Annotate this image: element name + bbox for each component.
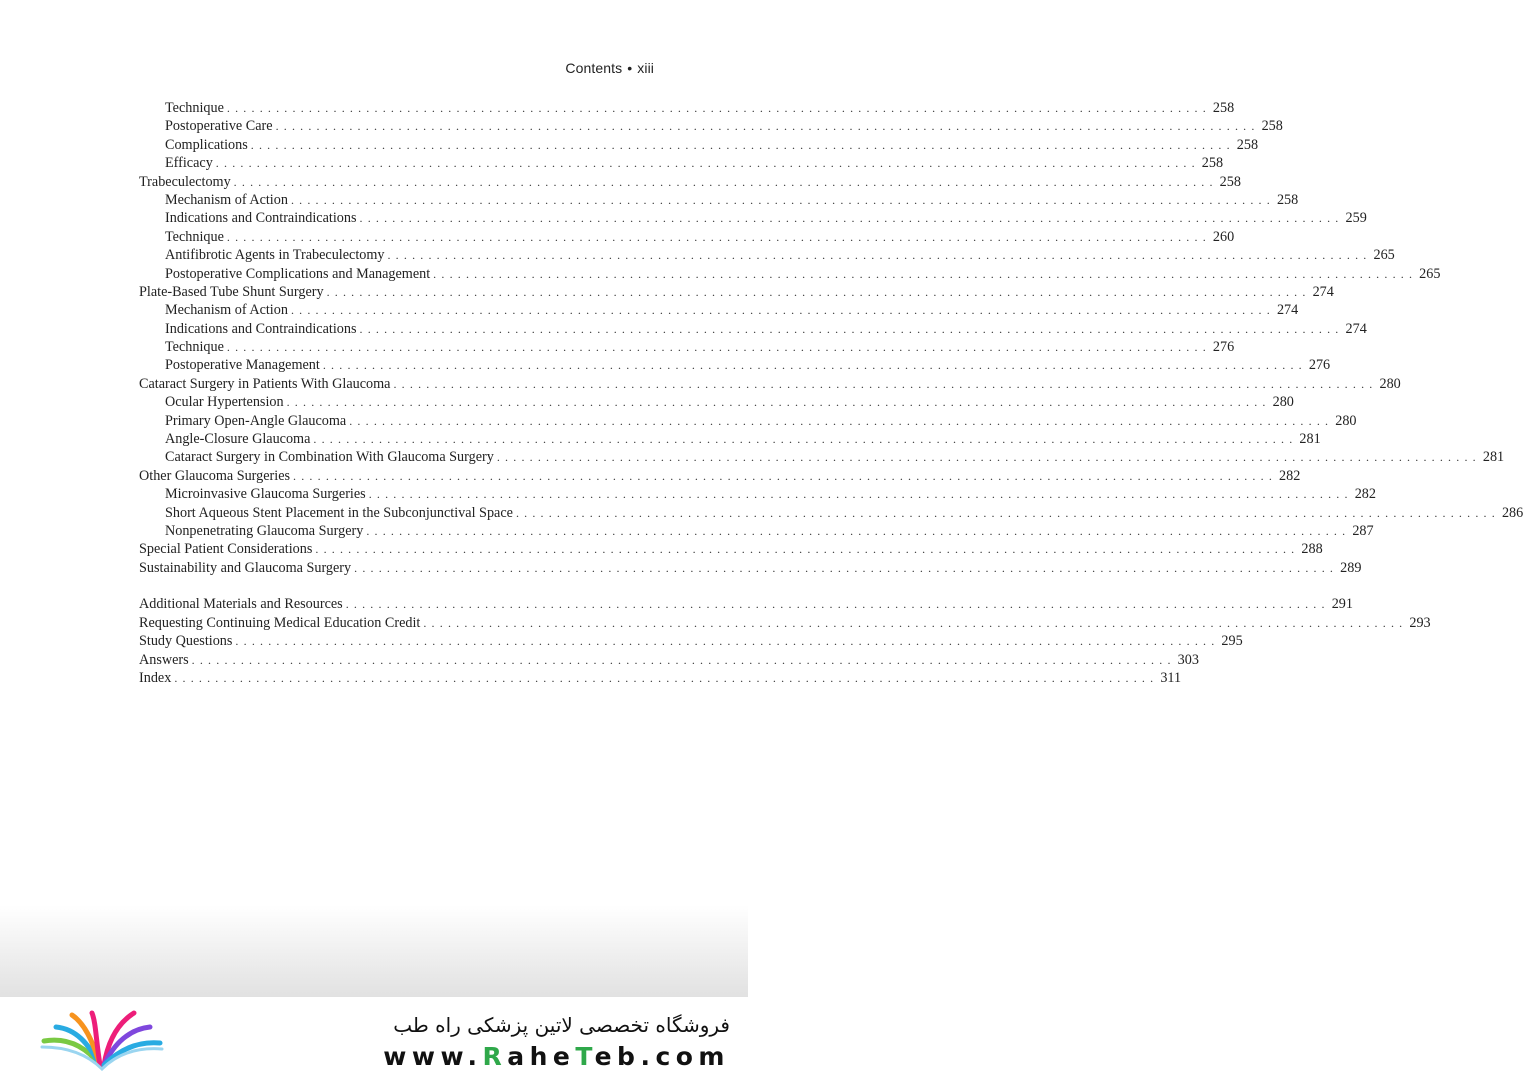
toc-entry-title: Trabeculectomy [139,173,231,190]
toc-entry [139,614,1431,632]
toc-entry [139,559,1362,577]
toc-dot-leader: ........................................................................................................................ [286,395,1271,410]
toc-entry [139,522,1374,540]
shop-name: فروشگاه تخصصی لاتین پزشکی راه طب [393,1013,730,1037]
toc-entry-title: Cataract Surgery in Combination With Glaucoma Surgery [165,449,494,466]
toc-entry [139,412,1357,430]
toc-dot-leader: ........................................................................................................................ [423,615,1408,630]
toc-entry-page: 280 [1272,394,1294,411]
toc-entry-page: 265 [1419,265,1441,282]
toc-dot-leader: ........................................................................................................................ [290,303,1275,318]
toc-dot-leader: ........................................................................................................................ [368,487,1353,502]
toc-dot-leader: ........................................................................................................................ [174,670,1159,685]
toc-entry-title: Angle-Closure Glaucoma [165,431,311,448]
toc-dot-leader: ........................................................................................................................ [322,358,1307,373]
shop-url-accent: R [482,1042,508,1071]
toc-entry-title: Technique [165,228,224,245]
toc-entry [139,430,1321,448]
toc-entry [139,467,1301,485]
toc-dot-leader: ........................................................................................................................ [215,156,1200,171]
toc-entry [139,448,1505,466]
toc-dot-leader: ........................................................................................................................ [496,450,1481,465]
toc-entry [139,173,1241,191]
toc-entry [139,99,1235,117]
toc-dot-leader: ........................................................................................................................ [315,542,1300,557]
toc-dot-leader: ........................................................................................................................ [359,321,1344,336]
toc-entry-page: 276 [1308,357,1331,374]
shop-url-part: www. [383,1042,483,1071]
toc-entry-page: 258 [1212,100,1235,116]
toc-entry-title: Nonpenetrating Glaucoma Surgery [165,522,364,539]
toc-entry-page: 265 [1373,247,1395,264]
toc-entry-page: 276 [1212,339,1235,356]
toc-entry [139,320,1367,338]
toc-entry [139,669,1182,687]
toc-entry-title: Postoperative Complications and Management [165,265,431,282]
toc-entry-title: Other Glaucoma Surgeries [139,467,291,484]
toc-entry-title: Postoperative Care [165,118,273,135]
toc-dot-leader: ........................................................................................................................ [515,505,1500,520]
toc-entry [139,632,1243,650]
toc-dot-leader: ........................................................................................................................ [354,560,1339,575]
toc-dot-leader: ........................................................................................................................ [313,432,1298,447]
toc-entry-page: 303 [1177,651,1199,668]
toc-entry [139,283,1334,301]
toc-entry [139,301,1299,319]
toc-entry-title: Additional Materials and Resources [139,596,343,613]
toc-entry-title: Indications and Contraindications [165,210,357,227]
toc-entry-title: Answers [139,651,189,668]
toc-entry [139,356,1331,374]
toc-entry [139,228,1235,246]
toc-entry-page: 311 [1160,669,1182,686]
toc-entry-page: 259 [1345,210,1367,227]
shop-url-part: eb.com [594,1042,730,1071]
toc-entry-page: 258 [1201,155,1224,172]
toc-entry-page: 281 [1482,449,1505,466]
toc-entry [139,375,1401,393]
toc-entry-page: 282 [1354,486,1376,503]
toc-entry-title: Indications and Contraindications [165,320,357,337]
toc-entry [139,191,1299,209]
toc-dot-leader: ........................................................................................................................ [387,248,1372,263]
toc-dot-leader: ........................................................................................................................ [226,340,1211,355]
toc-entry-page: 274 [1312,283,1334,300]
toc-entry-page: 258 [1219,173,1241,190]
toc-entry-page: 274 [1276,302,1299,319]
toc-entry [139,540,1323,558]
toc-dot-leader: ........................................................................................................................ [433,266,1418,281]
page-shadow [0,905,748,997]
toc-dot-leader: ........................................................................................................................ [226,229,1211,244]
toc-entry-page: 280 [1379,375,1401,392]
toc-entry-title: Special Patient Considerations [139,541,313,558]
toc-dot-leader: ........................................................................................................................ [275,119,1260,134]
toc-entry-title: Cataract Surgery in Patients With Glaucoma [139,375,391,392]
toc-entry [139,117,1283,135]
toc-entry-page: 281 [1299,431,1321,448]
toc-entry-page: 258 [1276,191,1299,208]
open-book-rainbow-logo [38,1007,166,1071]
toc-entry [139,154,1224,172]
toc-entry [139,393,1294,411]
header-section-title: Contents [565,60,623,76]
toc-entry-title: Primary Open-Angle Glaucoma [165,412,347,429]
toc-entry-page: 258 [1261,118,1283,135]
toc-entry [139,136,1259,154]
toc-entry-page: 293 [1409,614,1431,631]
toc-entry [139,595,1353,613]
toc-entry-title: Index [139,669,172,686]
toc-dot-leader: ........................................................................................................................ [349,413,1334,428]
toc-entry [139,485,1376,503]
toc-dot-leader: ........................................................................................................................ [233,174,1218,189]
toc-entry [139,246,1395,264]
toc-entry-title: Postoperative Management [165,357,320,374]
toc-entry-page: 260 [1212,228,1235,245]
toc-entry-page: 289 [1340,559,1362,576]
toc-entry [139,265,1441,283]
toc-dot-leader: ........................................................................................................................ [366,523,1351,538]
toc-entry-title: Mechanism of Action [165,191,288,208]
toc-entry-title: Requesting Continuing Medical Education Credit [139,614,421,631]
running-header [565,60,654,76]
toc-entry-title: Technique [165,339,224,356]
toc-entry-page: 282 [1279,467,1301,484]
toc-entry [139,651,1199,669]
toc-dot-leader: ........................................................................................................................ [359,211,1344,226]
toc-dot-leader: ........................................................................................................................ [226,101,1211,115]
toc-dot-leader: ........................................................................................................................ [293,468,1278,483]
toc-dot-leader: ........................................................................................................................ [250,137,1235,152]
toc-entry-page: 286 [1501,504,1523,521]
toc-dot-leader: ........................................................................................................................ [235,634,1220,649]
toc-entry-title: Ocular Hypertension [165,394,284,411]
toc-entry [139,504,1523,522]
shop-url [383,1042,730,1071]
shop-url-part: ahe [507,1042,576,1071]
toc-dot-leader: ........................................................................................................................ [326,284,1311,299]
toc-entry-page: 291 [1331,596,1353,613]
toc-entry-title: Microinvasive Glaucoma Surgeries [165,486,366,503]
shop-url-accent: T [575,1042,595,1071]
toc-dot-leader: ........................................................................................................................ [290,192,1275,207]
toc-entry-page: 287 [1352,522,1374,539]
toc-entry-title: Study Questions [139,633,233,650]
toc-entry-page: 288 [1301,541,1323,558]
toc-entry-title: Short Aqueous Stent Placement in the Subconjunctival Space [165,504,513,521]
toc-entry [139,209,1367,227]
watermark-banner [0,997,748,1080]
toc-entry-page: 274 [1345,320,1367,337]
toc-entry-title: Complications [165,136,248,153]
toc-entry-title: Plate-Based Tube Shunt Surgery [139,283,324,300]
toc-entry-title: Technique [165,100,224,116]
toc-entry-page: 280 [1335,412,1357,429]
toc-entry-page: 258 [1236,136,1259,153]
toc-entry [139,338,1235,356]
toc-entry-title: Mechanism of Action [165,302,288,319]
header-bullet: • [627,60,633,76]
table-of-contents [139,99,1523,687]
toc-entry-title: Antifibrotic Agents in Trabeculectomy [165,247,385,264]
header-page-number: xiii [637,60,654,76]
toc-dot-leader: ........................................................................................................................ [345,597,1330,612]
toc-entry-title: Sustainability and Glaucoma Surgery [139,559,352,576]
toc-dot-leader: ........................................................................................................................ [393,376,1378,391]
toc-entry-page: 295 [1221,633,1243,650]
toc-entry-title: Efficacy [165,155,213,172]
toc-dot-leader: ........................................................................................................................ [191,652,1176,667]
